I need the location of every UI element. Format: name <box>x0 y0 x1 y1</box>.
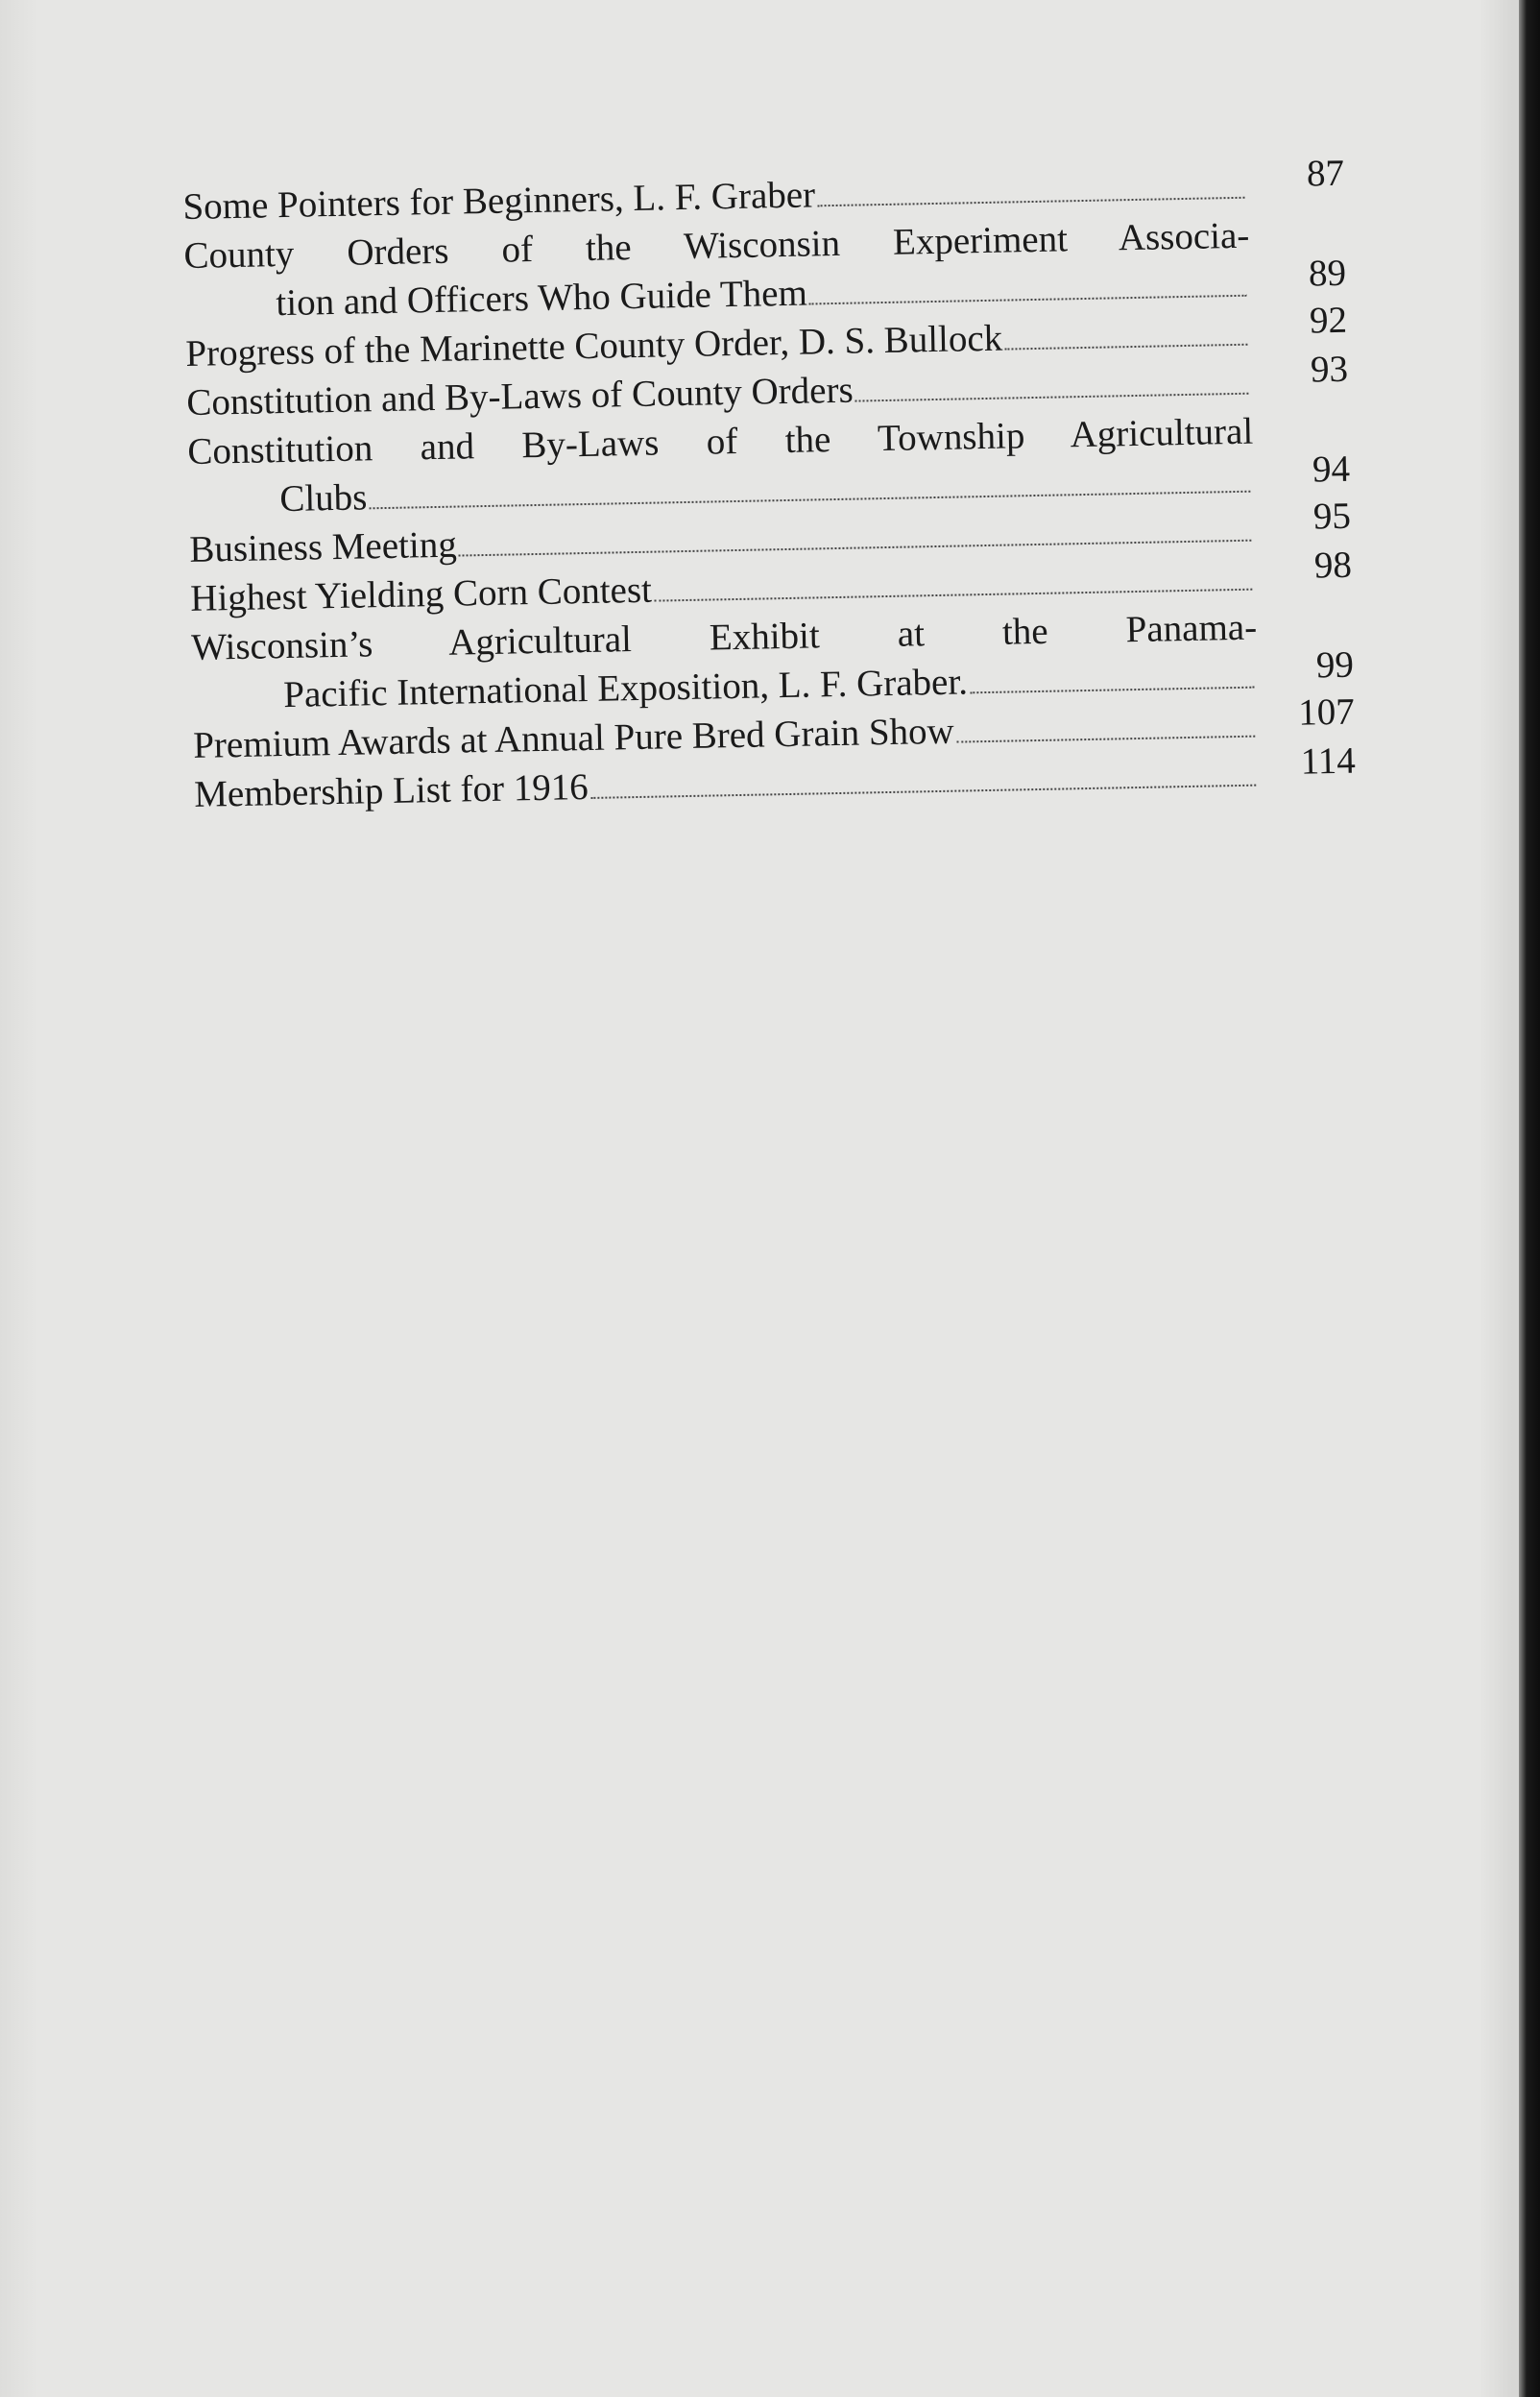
toc-page-number: 93 <box>1310 348 1349 391</box>
toc-page-number: 107 <box>1297 690 1356 734</box>
toc-entry-title: Highest Yielding Corn Contest <box>189 569 653 619</box>
toc-page-number: 98 <box>1313 544 1353 587</box>
dot-leader <box>956 735 1255 743</box>
toc-page-number: 114 <box>1300 739 1357 783</box>
toc-entry-title: Constitution and By-Laws of the Township Agricultural <box>186 410 1254 472</box>
toc-entry-title: Wisconsin’s Agricultural Exhibit at the Panama- <box>190 606 1258 668</box>
toc-page-number: 99 <box>1315 643 1355 687</box>
toc-entry-title: Constitution and By-Laws of County Orders <box>185 369 854 424</box>
toc-page-number: 92 <box>1309 299 1348 342</box>
dot-leader <box>1004 343 1247 351</box>
toc-entry-title: Business Meeting <box>188 523 458 570</box>
dot-leader <box>809 294 1247 305</box>
toc-page-number: 95 <box>1312 495 1352 538</box>
toc-page-number: 87 <box>1306 152 1345 195</box>
dot-leader <box>654 588 1252 602</box>
toc-entry-title: Progress of the Marinette County Order, D. S. Bullock <box>185 317 1003 375</box>
toc-entry-title: Premium Awards at Annual Pure Bred Grain Show <box>192 710 955 766</box>
toc-entry-title: County Orders of the Wisconsin Experiment Associa- <box>183 214 1250 277</box>
dot-leader <box>970 686 1254 694</box>
dot-leader <box>855 392 1249 402</box>
dot-leader <box>459 539 1251 557</box>
book-spine-edge <box>1519 0 1540 2397</box>
dot-leader <box>817 196 1244 207</box>
toc-entry-title: Membership List for 1916 <box>193 766 590 815</box>
dot-leader <box>370 490 1251 510</box>
toc-entry-title-continued: Pacific International Exposition, L. F. Graber. <box>282 661 969 716</box>
toc-entry-title-continued: tion and Officers Who Guide Them <box>276 272 808 325</box>
toc-entry-title: Some Pointers for Beginners, L. F. Graber <box>182 174 816 228</box>
toc-entry-title-continued: Clubs <box>278 476 368 521</box>
dot-leader <box>590 784 1256 799</box>
toc-page-number: 94 <box>1311 448 1351 491</box>
toc-page-number: 89 <box>1308 252 1347 295</box>
table-of-contents <box>182 152 1357 819</box>
